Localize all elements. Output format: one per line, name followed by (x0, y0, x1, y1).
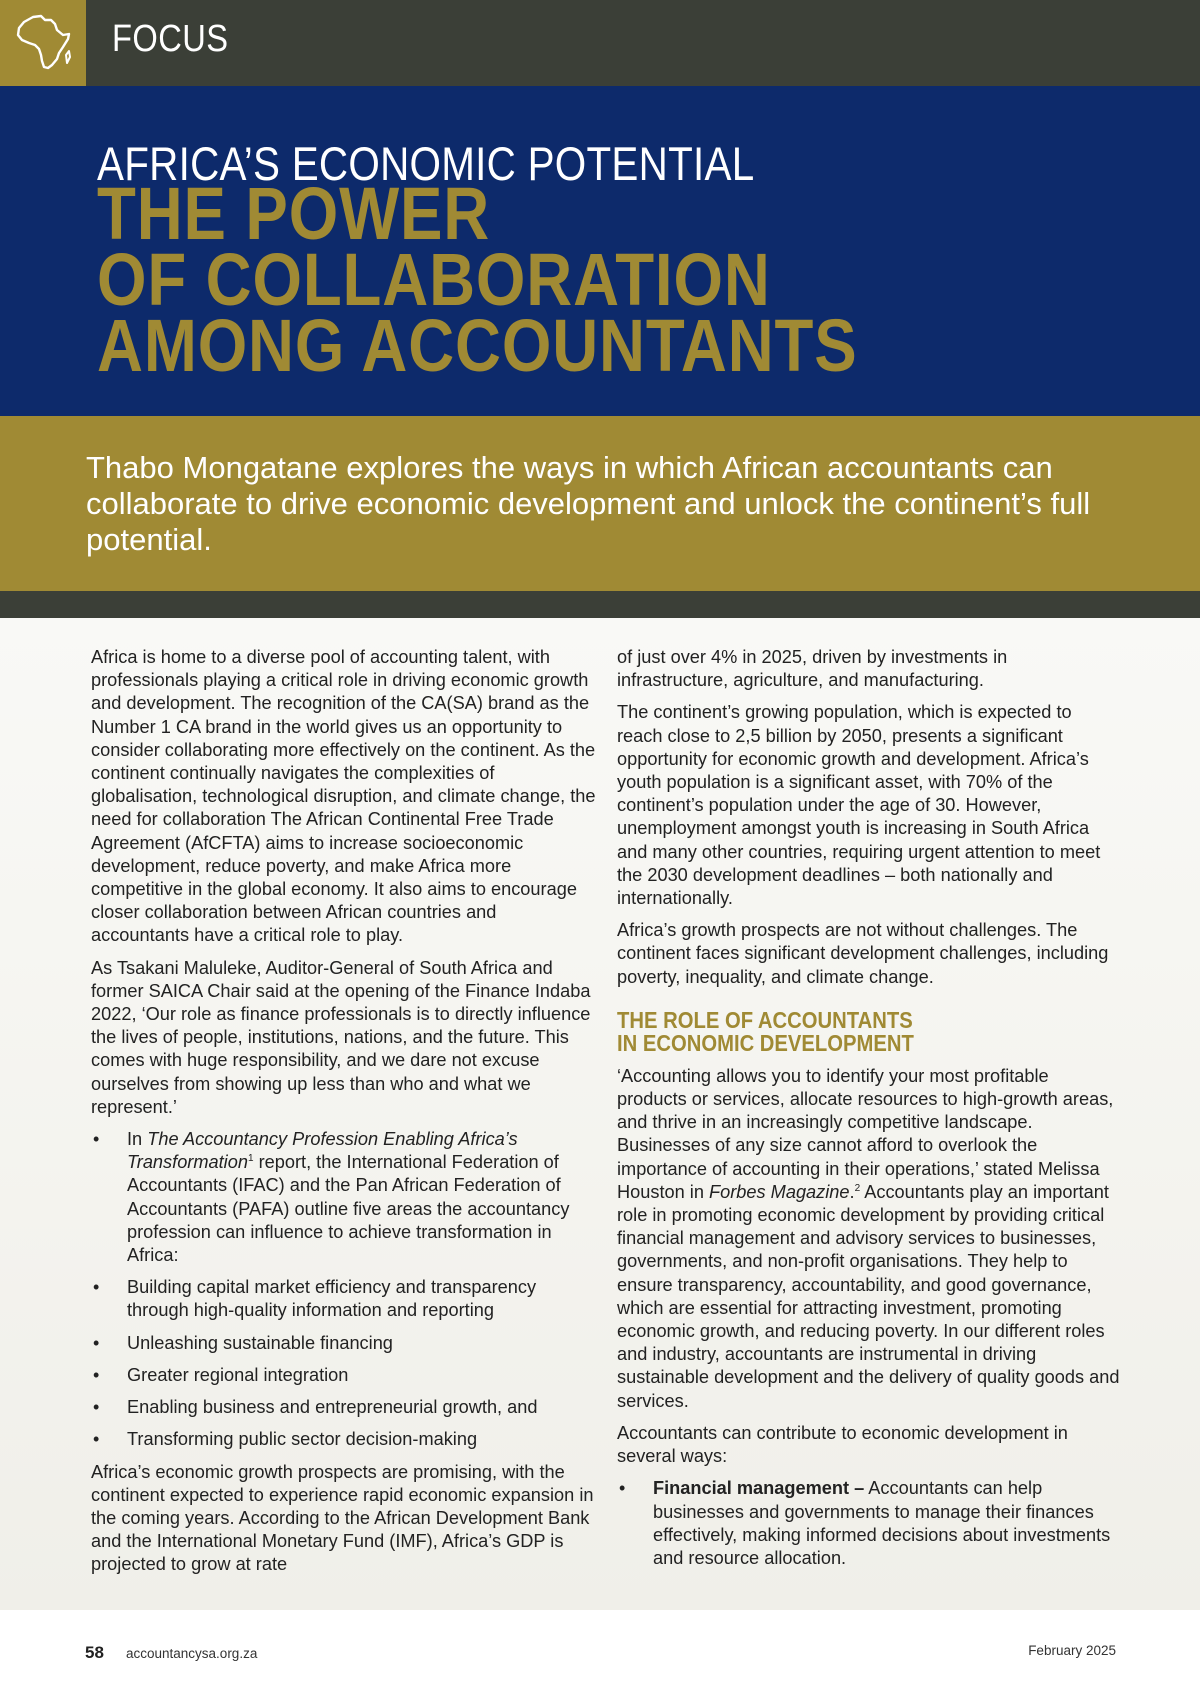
issue-date: February 2025 (1028, 1643, 1116, 1658)
bullet-list (617, 1477, 1122, 1570)
list-item-text: report, the International Federation of Accountants (IFAC) and the Pan African Federation of Accountants (PAFA) outline five areas the accountancy profession can influence to achieve transformation in Africa: (127, 1152, 570, 1266)
page-footer (0, 1610, 1200, 1696)
standfirst-band (0, 416, 1200, 591)
list-item: • Unleashing sustainable financing (91, 1332, 599, 1355)
section-subheading (617, 1006, 1061, 1056)
africa-map-icon (11, 11, 75, 75)
list-item-text: Accountants can help businesses and governments to manage their finances effectively, making informed decisions about investments and resource allocation. (653, 1478, 1111, 1568)
body-text: Accountants play an important role in promoting economic development by providing critical financial management and advisory services to businesses, governments, and non-profit organisations. They help to ensure transparency, accountability, and good governance, which are essential for attracting investment, promoting economic growth, and reducing poverty. In our different roles and industry, accountants are instrumental in driving sustainable development and the delivery of quality goods and services. (617, 1181, 1120, 1411)
body-paragraph: of just over 4% in 2025, driven by investments in infrastructure, agriculture, and manufacturing. (617, 647, 1008, 691)
body-paragraph (617, 1065, 1122, 1413)
list-item: • Enabling business and entrepreneurial growth, and (91, 1396, 599, 1419)
article-kicker: AFRICA’S ECONOMIC POTENTIAL (97, 137, 755, 190)
article-column-left (91, 646, 599, 1586)
body-paragraph: Accountants can contribute to economic development in several ways: (617, 1422, 1068, 1467)
publication-name: Forbes Magazine (709, 1181, 850, 1202)
article-column-right (617, 646, 1122, 1579)
list-item (91, 1128, 599, 1267)
subheading-line: IN ECONOMIC DEVELOPMENT (617, 1029, 914, 1056)
africa-map-logo (0, 0, 86, 86)
bullet-term: Financial management – (653, 1478, 865, 1499)
body-paragraph: Africa’s growth prospects are not without challenges. The continent faces significant development challenges, including poverty, inequality, and climate change. (617, 920, 1109, 987)
report-title: The Accountancy Profession Enabling Africa’s Transformation (127, 1129, 518, 1173)
list-item-text: In (127, 1129, 148, 1150)
headline-line: AMONG ACCOUNTANTS (97, 304, 858, 387)
standfirst: Thabo Mongatane explores the ways in which African accountants can collaborate to drive economic development and unlock the continent’s full potential. (86, 450, 1091, 557)
section-label: FOCUS (112, 18, 229, 60)
section-header-bar (0, 0, 1200, 86)
body-paragraph: The continent’s growing population, which is expected to reach close to 2,5 billion by 2050, presents a significant opportunity for economic growth and development. Africa’s youth population is a significant asset, with 70% of the continent’s population under the age of 30. However, unemployment amongst youth is increasing in South Africa and many other countries, requiring urgent attention to meet the 2030 development deadlines – both nationally and internationally. (617, 702, 1101, 909)
body-paragraph: As Tsakani Maluleke, Auditor-General of South Africa and former SAICA Chair said at the opening of the Finance Indaba 2022, ‘Our role as finance professionals is to directly influence the lives of people, institutions, nations, and the future. This comes with huge responsibility, and we dare not excuse ourselves from showing up less than who and what we represent.’ (91, 957, 591, 1117)
footnote-ref: 2 (854, 1182, 861, 1194)
article-headline (97, 172, 1009, 387)
page-number: 58 (85, 1643, 104, 1662)
list-item: • Greater regional integration (91, 1364, 599, 1387)
list-item: • Building capital market efficiency and transparency through high-quality information and reporting (91, 1276, 599, 1322)
headline-line: THE POWER (97, 172, 491, 255)
divider-strip (0, 591, 1200, 618)
hero-banner (0, 86, 1200, 416)
bullet-list (91, 1128, 599, 1451)
website-url: accountancysa.org.za (126, 1646, 258, 1661)
subheading-line: THE ROLE OF ACCOUNTANTS (617, 1006, 913, 1033)
quote-text: ‘Accounting allows you to identify your most profitable products or services, allocate resources to high-growth areas, and thrive in an increasingly competitive landscape. Businesses of any size cannot afford to overlook the importance of accounting in their operations,’ stated Melissa Houston in (617, 1065, 1114, 1202)
body-paragraph: Africa’s economic growth prospects are promising, with the continent expected to experience rapid economic expansion in the coming years. According to the African Development Bank and the International Monetary Fund (IMF), Africa’s GDP is projected to grow at rate (91, 1461, 594, 1575)
footnote-ref: 1 (247, 1153, 254, 1165)
headline-line: OF COLLABORATION (97, 238, 771, 321)
list-item (617, 1477, 1122, 1570)
body-paragraph: Africa is home to a diverse pool of accounting talent, with professionals playing a critical role in driving economic growth and development. The recognition of the CA(SA) brand as the Number 1 CA brand in the world gives us an opportunity to consider collaborating more effectively on the continent. As the continent continually navigates the complexities of globalisation, technological disruption, and climate change, the need for collaboration The African Continental Free Trade Agreement (AfCFTA) aims to increase socioeconomic development, reduce poverty, and make Africa more competitive in the global economy. It also aims to encourage closer collaboration between African countries and accountants have a critical role to play. (91, 647, 596, 946)
punctuation: . (849, 1181, 855, 1202)
list-item: • Transforming public sector decision-making (91, 1428, 599, 1451)
